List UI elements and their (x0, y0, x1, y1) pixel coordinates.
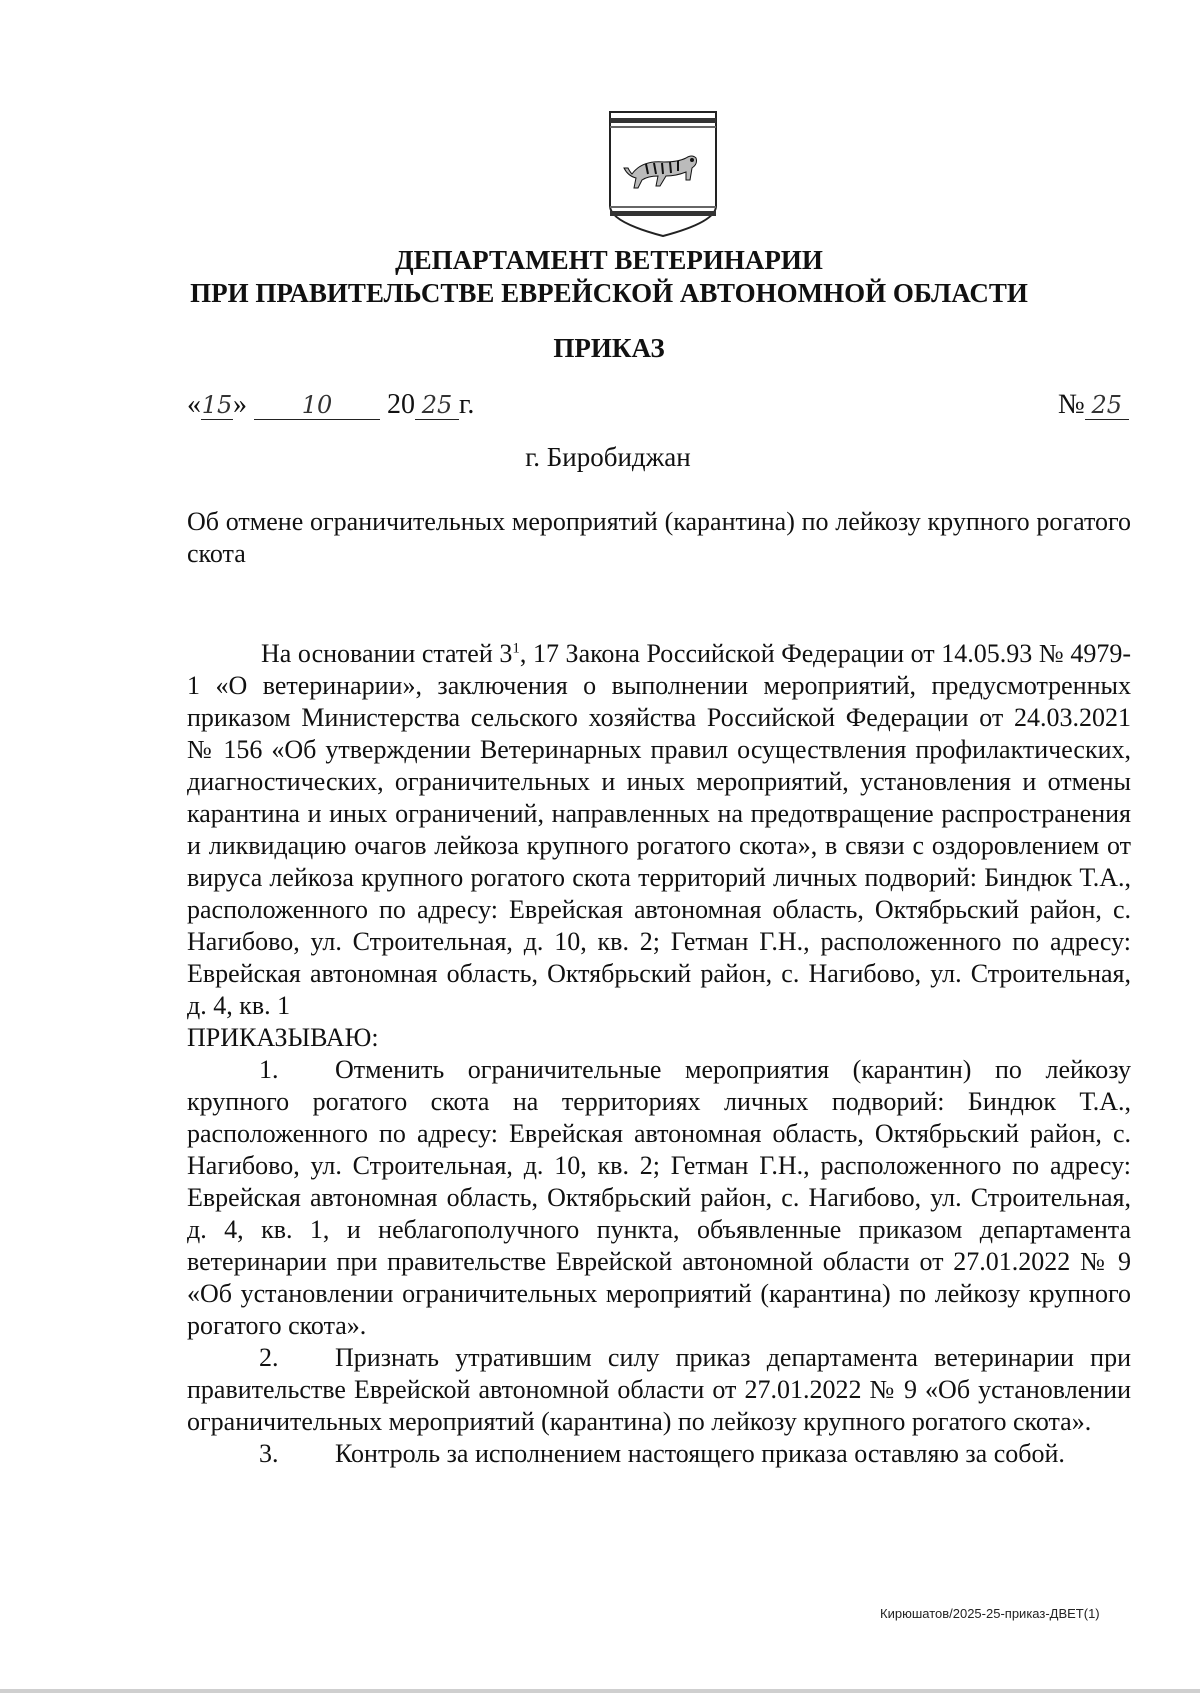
preamble-superscript: 1 (512, 640, 520, 657)
item-number: 3. (259, 1439, 279, 1468)
tiger-coat-of-arms-icon (606, 110, 720, 240)
page-bottom-edge (0, 1689, 1200, 1693)
number-value: 25 (1085, 391, 1129, 420)
date-year-suffix: 25 (415, 391, 459, 420)
date-year-prefix: 20 (387, 389, 415, 420)
date-day: 15 (201, 391, 233, 419)
order-date (187, 389, 474, 421)
preamble-rest: , 17 Закона Российской Федерации от 14.05.93 № 4979-1 «О ветеринарии», заключения о выполнении мероприятий, предусмотренных приказом Министерства сельского хозяйства Российской Федерации от 24.03.2021 № 156 «Об утверждении Ветеринарных правил осуществления профилактических, диагностических, ограничительных и иных мероприятий, установления и отмены карантина и иных ограничений, направленных на предотвращение распространения и ликвидацию очагов лейкоза крупного рогатого скота», в связи с оздоровлением от вируса лейкоза крупного рогатого скота территорий личных подворий: Биндюк Т.А., расположенного по адресу: Еврейская автономная область, Октябрьский район, с. Нагибово, ул. Строительная, д. 10, кв. 2; Гетман Г.Н., расположенного по адресу: Еврейская автономная область, Октябрьский район, с. Нагибово, ул. Строительная, д. 4, кв. 1 (187, 639, 1131, 1020)
organization-name-line1: ДЕПАРТАМЕНТ ВЕТЕРИНАРИИ (395, 245, 823, 275)
date-close-quote: » (233, 389, 247, 420)
order-number (1058, 389, 1129, 421)
organization-name-line2: ПРИ ПРАВИТЕЛЬСТВЕ ЕВРЕЙСКОЙ АВТОНОМНОЙ ОБЛАСТИ (190, 278, 1028, 308)
item-number: 2. (259, 1343, 279, 1372)
number-sign: № (1058, 389, 1085, 420)
list-item (187, 1438, 1131, 1470)
list-item (187, 1054, 1131, 1342)
document-footer-reference: Кирюшатов/2025-25-приказ-ДВЕТ(1) (880, 1606, 1100, 1621)
preamble (187, 638, 1131, 1022)
order-subject: Об отмене ограничительных мероприятий (карантина) по лейкозу крупного рогатого скота (187, 507, 1131, 568)
city: г. Биробиджан (525, 442, 691, 472)
date-open-quote: « (187, 389, 201, 420)
item-number: 1. (259, 1055, 279, 1084)
date-year-unit: г. (459, 389, 475, 420)
list-item (187, 1342, 1131, 1438)
order-word: ПРИКАЗЫВАЮ: (187, 1023, 379, 1052)
order-body (187, 638, 1131, 1470)
item-text: Контроль за исполнением настоящего приказа оставляю за собой. (335, 1439, 1065, 1468)
document-type: ПРИКАЗ (553, 333, 665, 363)
item-text: Отменить ограничительные мероприятия (карантин) по лейкозу крупного рогатого скота на территориях личных подворий: Биндюк Т.А., расположенного по адресу: Еврейская автономная область, Октябрьский район, с. Нагибово, ул. Строительная, д. 10, кв. 2; Гетман Г.Н., расположенного по адресу: Еврейская автономная область, Октябрьский район, с. Нагибово, ул. Строительная, д. 4, кв. 1, и неблагополучного пункта, объявленные приказом департамента ветеринарии при правительстве Еврейской автономной области от 27.01.2022 № 9 «Об установлении ограничительных мероприятий (карантина) по лейкозу крупного рогатого скота». (187, 1055, 1131, 1340)
preamble-start: На основании статей 3 (261, 639, 513, 668)
item-text: Признать утратившим силу приказ департамента ветеринарии при правительстве Еврейской автономной области от 27.01.2022 № 9 «Об установлении ограничительных мероприятий (карантина) по лейкозу крупного рогатого скота». (187, 1343, 1131, 1436)
date-month: 10 (254, 391, 380, 420)
